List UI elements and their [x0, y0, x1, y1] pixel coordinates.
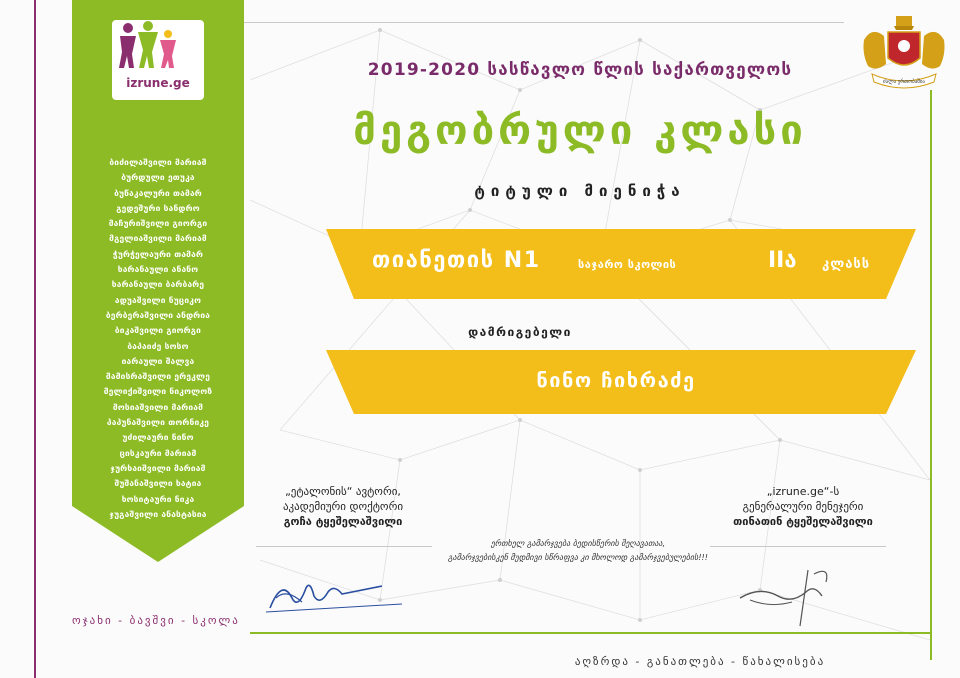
quote-line-1: ერთხელ გამარჯვება ბედისწერის შეღავათაა, — [490, 539, 666, 548]
student-name: მოსიაშვილი მარიამ — [112, 401, 204, 412]
quote-note — [448, 537, 708, 565]
family-logo-icon — [112, 20, 184, 70]
year-title: 2019-2020 სასწავლო წლის საქართველოს — [367, 60, 793, 80]
subtitle: ტიტული მიენიჭა — [474, 182, 686, 200]
student-name: ჭურჭელაური თამარ — [112, 248, 204, 259]
frame-line-left — [34, 0, 36, 678]
student-name: ხარანაული ბარბარე — [111, 279, 205, 290]
left-signer-role-1: „ეტალონის“ ავტორი, — [285, 485, 401, 498]
left-signature-scribble — [262, 568, 412, 616]
class-number: IIა — [768, 248, 797, 273]
right-signature-block — [718, 484, 888, 529]
student-name: ბერბერაშვილი ანდრია — [105, 309, 211, 320]
school-type: საჯარო სკოლის — [578, 258, 677, 271]
student-name: ჯურხაიშვილი მარიამ — [110, 462, 206, 473]
student-name: ხარანაული ანანო — [117, 264, 199, 275]
student-name: ბუწაკალური თამარ — [114, 187, 202, 198]
awarded-label: დამრიგებელი — [468, 325, 572, 339]
student-name: მელიქიშვილი ნიკოლოზ — [103, 386, 213, 397]
student-name: პაპუნაშვილი თორნიკე — [106, 417, 210, 428]
student-name: ბიკაშვილი გიორგი — [114, 325, 202, 336]
student-name: ადუაშვილი ნუციკო — [114, 294, 202, 305]
school-name: თიანეთის N1 — [372, 248, 541, 273]
left-signer-name: გოჩა ტყეშელაშვილი — [283, 515, 403, 528]
student-name: ბიძილაშვილი მარიამ — [109, 157, 207, 167]
frame-line-right — [930, 90, 932, 660]
logo-text: izrune.ge — [126, 76, 190, 90]
main-title: მეგობრული კლასი — [353, 108, 807, 154]
bottom-motto: აღზრდა - განათლება - წახალისება — [574, 655, 826, 668]
student-name: ცისკაური მარიამ — [119, 447, 197, 458]
coat-motto: ძალა ერთობაშია — [883, 79, 925, 85]
student-banner — [72, 0, 244, 562]
left-motto: ოჯახი - ბავშვი - სკოლა — [72, 614, 240, 627]
frame-line-top — [244, 22, 844, 23]
teacher-name: ნინო ჩიხრაძე — [536, 368, 696, 392]
class-word: კლასს — [822, 257, 871, 272]
student-name: მამისრაშვილი ერეკლე — [105, 371, 211, 382]
student-list — [72, 155, 244, 522]
right-signature-scribble — [730, 556, 860, 636]
student-name: იარაული შალვა — [121, 355, 195, 366]
left-signature-line — [256, 546, 432, 547]
student-name: შუშანაშვილი ხატია — [114, 478, 202, 489]
left-signer-role-2: აკადემიური დოქტორი — [282, 500, 404, 513]
student-name: ჯუგაშვილი ანასტასია — [109, 508, 207, 519]
student-name: მაჩურიშვილი გიორგი — [108, 218, 208, 229]
student-name: ხოსიტაური ნიკა — [121, 493, 195, 504]
student-name: ბაპაიძე სოსო — [127, 340, 189, 351]
right-signer-role-1: „izrune.ge“-ს — [766, 485, 840, 498]
student-name: მგელიაშვილი მარიამ — [109, 233, 207, 244]
student-name: ბურდული ეთუკა — [121, 172, 195, 183]
right-signer-role-2: გენერალური მენეჯერი — [742, 500, 864, 513]
right-signature-line — [710, 546, 886, 547]
student-name: გედეშური სანდრო — [116, 202, 200, 213]
quote-line-2: გამარჯვებისკენ მუდმივი სწრაფვა კი მხოლოდ გამარჯვებულების!!! — [448, 553, 708, 562]
right-signer-name: თინათინ ტყეშელაშვილი — [733, 515, 873, 528]
left-signature-block — [258, 484, 428, 529]
izrune-logo — [112, 20, 204, 100]
coat-of-arms-icon — [858, 14, 950, 96]
student-name: უძილაური ნინო — [122, 432, 194, 443]
